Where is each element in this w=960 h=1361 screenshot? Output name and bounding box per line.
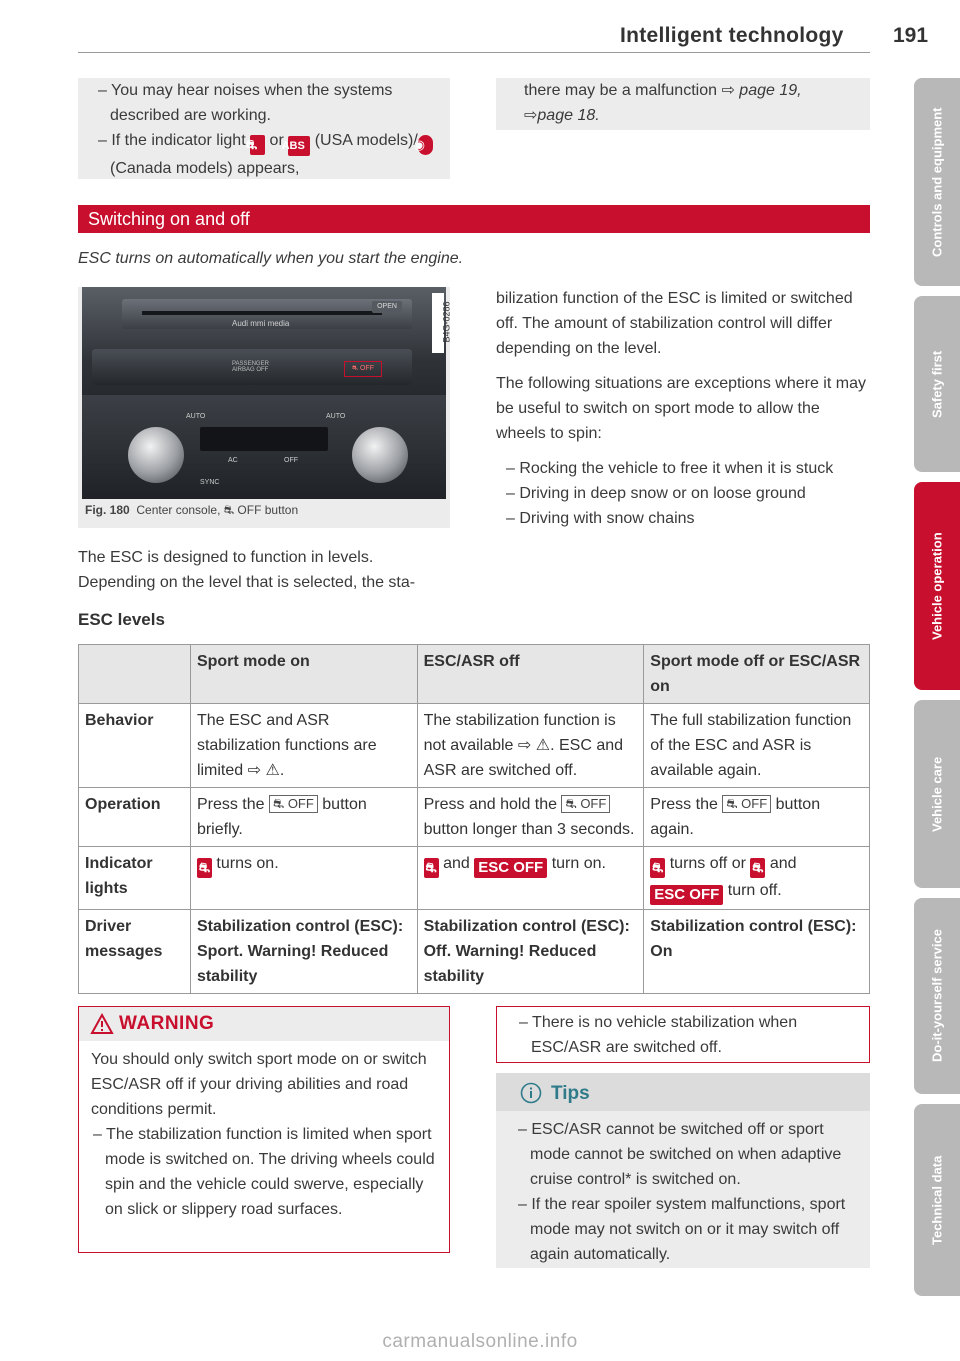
row-label-behavior: Behavior xyxy=(79,704,191,788)
warning-box xyxy=(78,1006,450,1253)
auto-right-label: AUTO xyxy=(326,413,346,420)
tips-box xyxy=(496,1073,870,1268)
list-item: – Driving with snow chains xyxy=(506,510,695,527)
esc-levels-intro: The ESC is designed to function in levels. Depending on the level that is selected, the sta- xyxy=(78,549,416,591)
esc-indicator-icon: ⛐ xyxy=(750,858,765,878)
table-header-row xyxy=(79,645,870,704)
continuation-box-right xyxy=(496,78,870,130)
figure-code: B4G-0286 xyxy=(441,301,452,343)
esc-off-indicator-icon: ESC OFF xyxy=(474,858,547,878)
tip-item: – If the rear spoiler system malfunctions, sport mode may not switch on or it may switch off again automatically. xyxy=(518,1196,846,1263)
bullet-noise: – You may hear noises when the systems described are working. xyxy=(98,82,393,124)
no-stabilization-note xyxy=(496,1006,870,1063)
cell-message-on: Stabilization control (ESC): On xyxy=(644,910,870,994)
esc-off-key: ⛐ OFF xyxy=(722,795,771,813)
row-label-messages: Driver messages xyxy=(79,910,191,994)
cell-operation-on: Press the ⛐ OFF button again. xyxy=(644,788,870,847)
tips-title: Tips xyxy=(551,1083,590,1104)
warning-paragraph: You should only switch sport mode on or switch ESC/ASR off if your driving abilities and road conditions permit. xyxy=(91,1051,427,1118)
table-header-empty xyxy=(79,645,191,704)
running-header-title: Intelligent technology xyxy=(620,24,844,47)
section-intro: ESC turns on automatically when you start the engine. xyxy=(78,250,464,267)
table-row xyxy=(79,910,870,994)
ac-label: AC xyxy=(228,457,238,464)
bullet-indicator: – If the indicator light ⛐ or ABS (USA models)/◉ (Canada models) appears, xyxy=(110,128,460,181)
page-number: 191 xyxy=(893,24,929,47)
tab-controls-and-equipment[interactable]: Controls and equipment xyxy=(914,78,960,286)
esc-off-key: ⛐ OFF xyxy=(561,795,610,813)
row-label-indicator: Indicator lights xyxy=(79,847,191,910)
warning-header xyxy=(79,1007,449,1041)
esc-off-key: ⛐ OFF xyxy=(269,795,318,813)
abs-indicator-icon: ABS xyxy=(288,136,310,156)
tab-technical-data[interactable]: Technical data xyxy=(914,1104,960,1296)
info-icon xyxy=(520,1082,542,1104)
esc-indicator-icon: ⛐ xyxy=(424,858,439,878)
off-label: OFF xyxy=(284,457,298,464)
cell-operation-sport: Press the ⛐ OFF button briefly. xyxy=(190,788,417,847)
esc-off-button-photo: ⛐ OFF xyxy=(344,361,382,377)
cell-message-off: Stabilization control (ESC): Off. Warning! Reduced stability xyxy=(417,910,644,994)
sync-label: SYNC xyxy=(200,479,220,486)
cell-behavior-on: The full stabilization function of the ESC and ASR is available again. xyxy=(644,704,870,788)
right-column-text xyxy=(496,286,870,531)
esc-indicator-icon: ⛐ xyxy=(197,858,212,878)
table-row xyxy=(79,788,870,847)
esc-levels-heading: ESC levels xyxy=(78,610,165,629)
cell-indicator-off: ⛐ and ESC OFF turn on. xyxy=(417,847,644,910)
malfunction-text: there may be a malfunction ⇨ page 19, ⇨page 18. xyxy=(524,82,802,124)
header-divider xyxy=(78,52,870,53)
column-esc-asr-off: ESC/ASR off xyxy=(417,645,644,704)
column-sport-mode-on: Sport mode on xyxy=(190,645,417,704)
tab-vehicle-care[interactable]: Vehicle care xyxy=(914,700,960,888)
list-item: – Driving in deep snow or on loose ground xyxy=(506,485,806,502)
section-heading: Switching on and off xyxy=(78,205,870,233)
note-text: – There is no vehicle stabilization when ESC/ASR are switched off. xyxy=(519,1014,798,1056)
tips-header xyxy=(496,1073,870,1111)
cell-indicator-sport: ⛐ turns on. xyxy=(190,847,417,910)
abs-canada-indicator-icon: ◉ xyxy=(418,135,433,155)
link-page-19[interactable]: page 19, xyxy=(739,82,802,99)
table-row xyxy=(79,847,870,910)
figure-center-console xyxy=(78,287,450,528)
stabilization-paragraph: bilization function of the ESC is limited or switched off. The amount of stabilization control will differ depending on the level. xyxy=(496,290,853,357)
exceptions-list xyxy=(496,456,870,531)
warning-triangle-icon xyxy=(91,1014,113,1034)
warning-title: WARNING xyxy=(119,1013,215,1034)
cell-behavior-sport: The ESC and ASR stabilization functions are limited ⇨ ⚠. xyxy=(190,704,417,788)
tab-vehicle-operation[interactable]: Vehicle operation xyxy=(914,482,960,690)
tab-do-it-yourself-service[interactable]: Do-it-yourself service xyxy=(914,898,960,1094)
list-item: – Rocking the vehicle to free it when it is stuck xyxy=(506,460,834,477)
cell-indicator-on: ⛐ turns off or ⛐ and ESC OFF turn off. xyxy=(644,847,870,910)
figure-caption: Fig. 180 Center console, ⛐ OFF button xyxy=(85,503,299,517)
audi-mmi-label: Audi mmi media xyxy=(232,319,290,328)
cell-behavior-off: The stabilization function is not available ⇨ ⚠. ESC and ASR are switched off. xyxy=(417,704,644,788)
row-label-operation: Operation xyxy=(79,788,191,847)
esc-indicator-icon: ⛐ xyxy=(650,858,665,878)
esc-levels-table xyxy=(78,644,870,994)
exceptions-paragraph: The following situations are exceptions where it may be useful to switch on sport mode to allow the wheels to spin: xyxy=(496,375,866,442)
tip-item: – ESC/ASR cannot be switched off or sport mode cannot be switched on when adaptive cruise control* is switched on. xyxy=(518,1121,842,1188)
open-button-label: OPEN xyxy=(372,301,402,313)
cell-operation-off: Press and hold the ⛐ OFF button longer than 3 seconds. xyxy=(417,788,644,847)
continuation-box-left xyxy=(78,78,450,179)
watermark: carmanualsonline.info xyxy=(382,1331,578,1352)
warning-bullet: – The stabilization function is limited when sport mode is switched on. The driving wheels could spin and the vehicle could swerve, especially on slick or slippery road surfaces. xyxy=(93,1126,435,1218)
column-sport-mode-off: Sport mode off or ESC/ASR on xyxy=(644,645,870,704)
passenger-airbag-label: PASSENGER AIRBAG OFF xyxy=(232,361,269,373)
auto-left-label: AUTO xyxy=(186,413,206,420)
tab-safety-first[interactable]: Safety first xyxy=(914,296,960,472)
center-console-photo xyxy=(82,287,452,499)
esc-off-indicator-icon: ESC OFF xyxy=(650,885,723,905)
link-page-18[interactable]: page 18. xyxy=(537,107,600,124)
table-row xyxy=(79,704,870,788)
esc-indicator-icon: ⛐ xyxy=(250,135,265,155)
cell-message-sport: Stabilization control (ESC): Sport. Warning! Reduced stability xyxy=(190,910,417,994)
